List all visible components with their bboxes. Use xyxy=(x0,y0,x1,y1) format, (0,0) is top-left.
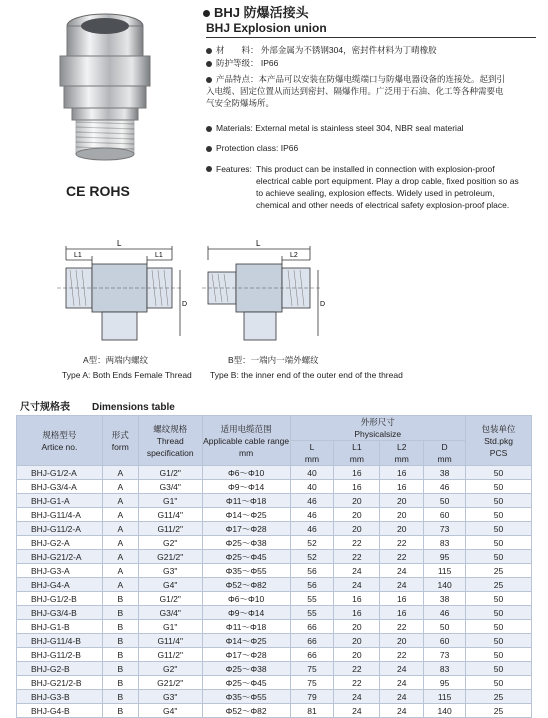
table-cell: 95 xyxy=(424,676,466,690)
table-cell: 20 xyxy=(380,494,424,508)
table-cell: G11/2" xyxy=(138,522,202,536)
table-cell: BHJ-G2-B xyxy=(17,662,103,676)
table-cell: 50 xyxy=(466,634,532,648)
header-package: 包装单位 Std.pkg PCS xyxy=(466,416,532,466)
table-cell: 115 xyxy=(424,564,466,578)
table-cell: 20 xyxy=(334,522,380,536)
table-row xyxy=(17,480,532,494)
diagram-type-b xyxy=(200,238,330,348)
table-cell: BHJ-G3/4-A xyxy=(17,480,103,494)
table-cell: B xyxy=(102,662,138,676)
table-cell: 52 xyxy=(290,536,334,550)
diagram-a-caption-cn: A型：两端内螺纹 xyxy=(83,355,149,365)
table-cell: 50 xyxy=(466,606,532,620)
table-cell: 60 xyxy=(424,508,466,522)
spec-cn-material: 材 料： 外部金属为不锈钢304，密封件材料为丁晴橡胶 xyxy=(206,44,536,56)
dim-label-l1: L1 xyxy=(74,252,82,259)
title-rule xyxy=(206,37,536,38)
table-cell: 55 xyxy=(290,606,334,620)
table-cell: BHJ-G11/4-B xyxy=(17,634,103,648)
bullet-icon xyxy=(206,48,212,54)
table-cell: 22 xyxy=(380,648,424,662)
table-cell: BHJ-G3-A xyxy=(17,564,103,578)
table-cell: G3" xyxy=(138,690,202,704)
diagram-type-a xyxy=(52,238,187,348)
table-row xyxy=(17,662,532,676)
table-cell: 75 xyxy=(290,662,334,676)
table-row xyxy=(17,578,532,592)
header-d: D mm xyxy=(424,441,466,466)
table-cell: 20 xyxy=(380,522,424,536)
table-cell: BHJ-G1/2-B xyxy=(17,592,103,606)
table-row xyxy=(17,606,532,620)
table-cell: G2" xyxy=(138,536,202,550)
table-cell: A xyxy=(102,508,138,522)
table-cell: 24 xyxy=(380,564,424,578)
table-cell: 24 xyxy=(334,690,380,704)
table-cell: 20 xyxy=(334,508,380,522)
table-cell: 16 xyxy=(380,606,424,620)
table-row xyxy=(17,592,532,606)
table-cell: 73 xyxy=(424,648,466,662)
table-cell: 22 xyxy=(334,536,380,550)
table-cell: Φ35～Φ55 xyxy=(202,564,290,578)
table-cell: 20 xyxy=(334,494,380,508)
table-cell: G11/4" xyxy=(138,508,202,522)
table-cell: 24 xyxy=(380,662,424,676)
table-cell: Φ25～Φ38 xyxy=(202,662,290,676)
table-cell: Φ11～Φ18 xyxy=(202,620,290,634)
table-cell: BHJ-G21/2-B xyxy=(17,676,103,690)
table-cell: 24 xyxy=(380,578,424,592)
table-cell: 20 xyxy=(380,508,424,522)
header-cable: 适用电缆范围 Applicable cable range mm xyxy=(202,416,290,466)
table-cell: 50 xyxy=(466,508,532,522)
table-cell: 66 xyxy=(290,634,334,648)
table-cell: A xyxy=(102,494,138,508)
table-cell: 22 xyxy=(334,550,380,564)
table-cell: Φ14～Φ25 xyxy=(202,508,290,522)
table-cell: 52 xyxy=(290,550,334,564)
table-cell: 16 xyxy=(380,480,424,494)
table-cell: Φ6～Φ10 xyxy=(202,466,290,480)
table-row xyxy=(17,634,532,648)
header-physical-size: 外形尺寸 Physicalsize xyxy=(290,416,466,441)
table-cell: 24 xyxy=(380,690,424,704)
table-cell: G1" xyxy=(138,494,202,508)
table-cell: Φ52～Φ82 xyxy=(202,578,290,592)
table-row xyxy=(17,466,532,480)
table-cell: 50 xyxy=(424,620,466,634)
product-photo xyxy=(50,8,160,168)
table-cell: Φ25～Φ38 xyxy=(202,536,290,550)
bullet-icon xyxy=(206,146,212,152)
table-cell: B xyxy=(102,620,138,634)
table-cell: BHJ-G3/4-B xyxy=(17,606,103,620)
bullet-icon xyxy=(206,61,212,67)
cert-marks: CE ROHS xyxy=(66,183,130,199)
table-cell: A xyxy=(102,578,138,592)
table-cell: A xyxy=(102,564,138,578)
table-cell: BHJ-G4-B xyxy=(17,704,103,718)
table-cell: 16 xyxy=(334,480,380,494)
table-cell: B xyxy=(102,690,138,704)
table-cell: Φ35～Φ55 xyxy=(202,690,290,704)
table-cell: 50 xyxy=(466,620,532,634)
table-cell: 83 xyxy=(424,662,466,676)
table-cell: 46 xyxy=(290,522,334,536)
table-cell: 24 xyxy=(334,704,380,718)
table-cell: Φ9～Φ14 xyxy=(202,480,290,494)
table-cell: 50 xyxy=(466,536,532,550)
table-cell: 83 xyxy=(424,536,466,550)
table-cell: 25 xyxy=(466,704,532,718)
header-l1: L1 mm xyxy=(334,441,380,466)
product-title: BHJ 防爆活接头 xyxy=(203,2,309,21)
spec-cn-protection: 防护等级： IP66 xyxy=(206,57,536,69)
table-cell: Φ25～Φ45 xyxy=(202,550,290,564)
table-cell: G1/2" xyxy=(138,592,202,606)
table-row xyxy=(17,494,532,508)
dimensions-table xyxy=(16,415,532,718)
table-cell: G4" xyxy=(138,578,202,592)
table-title: 尺寸规格表 Dimensions table xyxy=(20,402,175,413)
table-row xyxy=(17,550,532,564)
diagram-b-caption-en: Type B: the inner end of the outer end of the thread xyxy=(210,370,403,380)
table-cell: 16 xyxy=(334,606,380,620)
table-cell: 50 xyxy=(466,480,532,494)
table-cell: Φ17～Φ28 xyxy=(202,522,290,536)
table-row xyxy=(17,690,532,704)
table-cell: A xyxy=(102,480,138,494)
table-cell: 56 xyxy=(290,564,334,578)
table-cell: B xyxy=(102,648,138,662)
table-row xyxy=(17,508,532,522)
table-cell: BHJ-G11/4-A xyxy=(17,508,103,522)
table-cell: 22 xyxy=(334,676,380,690)
table-cell: Φ14～Φ25 xyxy=(202,634,290,648)
table-cell: 20 xyxy=(380,634,424,648)
table-cell: 75 xyxy=(290,676,334,690)
table-cell: G2" xyxy=(138,662,202,676)
table-cell: G3/4" xyxy=(138,480,202,494)
table-cell: G11/2" xyxy=(138,648,202,662)
table-cell: Φ25～Φ45 xyxy=(202,676,290,690)
spec-cn-features: 产品特点：本产品可以安装在防爆电缆端口与防爆电器设备的连接处。起到引入电缆、固定位置从而达到密封、隔爆作用。广泛用于石油、化工等各种需要电气安全防爆场所。 xyxy=(206,74,506,108)
spec-en-protection: Protection class: IP66 xyxy=(206,142,536,154)
table-cell: BHJ-G2-A xyxy=(17,536,103,550)
table-cell: 25 xyxy=(466,578,532,592)
table-row xyxy=(17,704,532,718)
table-cell: 73 xyxy=(424,522,466,536)
table-cell: 24 xyxy=(380,704,424,718)
bullet-icon xyxy=(206,166,212,172)
table-cell: 46 xyxy=(290,508,334,522)
table-cell: 50 xyxy=(466,662,532,676)
dim-label-l1: L1 xyxy=(155,252,163,259)
table-cell: 46 xyxy=(424,606,466,620)
table-row xyxy=(17,676,532,690)
table-cell: A xyxy=(102,466,138,480)
table-cell: Φ6～Φ10 xyxy=(202,592,290,606)
dim-label-l2: L2 xyxy=(290,252,298,259)
table-cell: 55 xyxy=(290,592,334,606)
table-cell: BHJ-G11/2-B xyxy=(17,648,103,662)
table-cell: G21/2" xyxy=(138,550,202,564)
bullet-icon xyxy=(206,126,212,132)
table-cell: 25 xyxy=(466,690,532,704)
table-cell: BHJ-G21/2-A xyxy=(17,550,103,564)
table-cell: 60 xyxy=(424,634,466,648)
table-cell: B xyxy=(102,634,138,648)
table-cell: 50 xyxy=(466,494,532,508)
table-cell: 38 xyxy=(424,466,466,480)
table-cell: 40 xyxy=(290,480,334,494)
diagram-b-caption-cn: B型：一端内一端外螺纹 xyxy=(228,355,319,365)
table-cell: 46 xyxy=(424,480,466,494)
table-cell: 20 xyxy=(334,620,380,634)
table-cell: 24 xyxy=(334,564,380,578)
table-row xyxy=(17,648,532,662)
product-title-en: BHJ Explosion union xyxy=(206,21,327,35)
table-cell: 66 xyxy=(290,648,334,662)
table-cell: 66 xyxy=(290,620,334,634)
table-cell: B xyxy=(102,676,138,690)
table-cell: B xyxy=(102,606,138,620)
table-cell: 95 xyxy=(424,550,466,564)
table-cell: 50 xyxy=(466,676,532,690)
table-cell: 46 xyxy=(290,494,334,508)
table-cell: G1/2" xyxy=(138,466,202,480)
table-cell: 16 xyxy=(380,466,424,480)
table-cell: 79 xyxy=(290,690,334,704)
title-bullet-icon xyxy=(203,10,210,17)
table-cell: 22 xyxy=(380,620,424,634)
diagram-a-caption-en: Type A: Both Ends Female Thread xyxy=(62,370,192,380)
table-cell: G3" xyxy=(138,564,202,578)
table-cell: 50 xyxy=(424,494,466,508)
table-cell: A xyxy=(102,536,138,550)
table-cell: 22 xyxy=(334,662,380,676)
table-row xyxy=(17,536,532,550)
table-cell: 38 xyxy=(424,592,466,606)
table-cell: B xyxy=(102,704,138,718)
table-cell: 81 xyxy=(290,704,334,718)
table-row xyxy=(17,564,532,578)
header-form: 形式 form xyxy=(102,416,138,466)
table-cell: 16 xyxy=(334,466,380,480)
header-article: 规格型号 Artice no. xyxy=(17,416,103,466)
table-cell: 56 xyxy=(290,578,334,592)
table-cell: 40 xyxy=(290,466,334,480)
table-cell: 50 xyxy=(466,648,532,662)
table-cell: 24 xyxy=(334,578,380,592)
table-cell: 16 xyxy=(380,592,424,606)
table-cell: BHJ-G1-B xyxy=(17,620,103,634)
table-cell: BHJ-G1-A xyxy=(17,494,103,508)
table-cell: 50 xyxy=(466,592,532,606)
table-cell: G21/2" xyxy=(138,676,202,690)
spec-en-materials: Materials: External metal is stainless steel 304, NBR seal material xyxy=(206,122,536,134)
spec-en-features: Features: This product can be installed in connection with explosion-proof electrical cable port equipment. Play a drop cable, fixed position so as to achieve sealing, explosion effects. Widely used in petroleum, chemical and other needs of electrical safety explosion-proof place. xyxy=(206,163,536,211)
table-cell: BHJ-G11/2-A xyxy=(17,522,103,536)
header-l2: L2 mm xyxy=(380,441,424,466)
table-cell: 50 xyxy=(466,522,532,536)
table-cell: 24 xyxy=(380,676,424,690)
table-cell: 25 xyxy=(466,564,532,578)
header-l: L mm xyxy=(290,441,334,466)
dim-label-d: D xyxy=(182,301,187,308)
table-cell: 50 xyxy=(466,550,532,564)
table-cell: G11/4" xyxy=(138,634,202,648)
table-cell: A xyxy=(102,550,138,564)
dim-label-l: L xyxy=(117,239,122,248)
table-cell: G3/4" xyxy=(138,606,202,620)
bullet-icon xyxy=(206,77,212,83)
header-thread: 螺纹规格 Thread specification xyxy=(138,416,202,466)
table-cell: G4" xyxy=(138,704,202,718)
dim-label-d: D xyxy=(320,301,326,308)
table-cell: 50 xyxy=(466,466,532,480)
table-cell: B xyxy=(102,592,138,606)
table-cell: Φ17～Φ28 xyxy=(202,648,290,662)
table-cell: BHJ-G1/2-A xyxy=(17,466,103,480)
table-cell: 20 xyxy=(334,634,380,648)
table-cell: Φ9～Φ14 xyxy=(202,606,290,620)
table-cell: BHJ-G4-A xyxy=(17,578,103,592)
table-cell: 140 xyxy=(424,578,466,592)
table-cell: 20 xyxy=(334,648,380,662)
table-cell: 140 xyxy=(424,704,466,718)
table-row xyxy=(17,620,532,634)
table-cell: 16 xyxy=(334,592,380,606)
table-cell: 22 xyxy=(380,550,424,564)
table-cell: Φ11～Φ18 xyxy=(202,494,290,508)
table-cell: G1" xyxy=(138,620,202,634)
table-cell: Φ52～Φ82 xyxy=(202,704,290,718)
table-cell: BHJ-G3-B xyxy=(17,690,103,704)
dim-label-l: L xyxy=(256,239,261,248)
table-cell: A xyxy=(102,522,138,536)
table-row xyxy=(17,522,532,536)
table-cell: 115 xyxy=(424,690,466,704)
table-cell: 22 xyxy=(380,536,424,550)
